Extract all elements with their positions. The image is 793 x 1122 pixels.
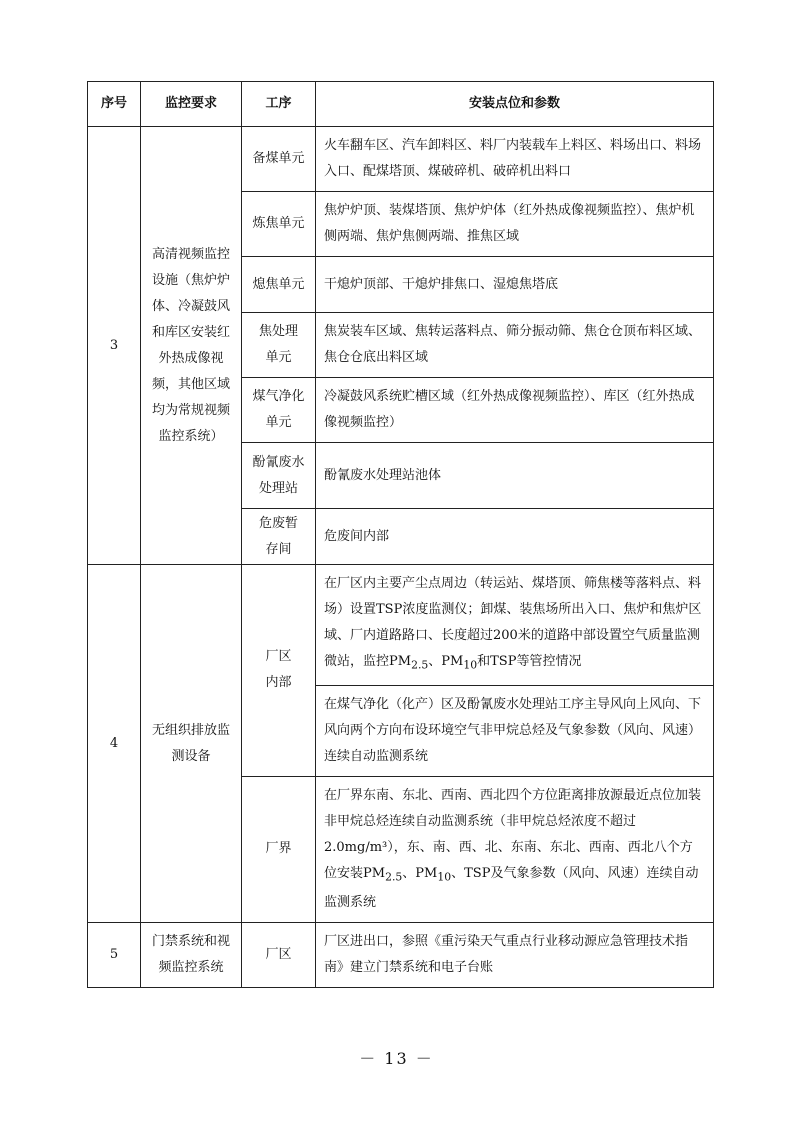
location-cell: 危废间内部	[316, 509, 714, 565]
row-number-4: 4	[88, 565, 141, 923]
location-cell	[316, 565, 714, 686]
header-no: 序号	[88, 82, 141, 127]
location-cell: 焦炉炉顶、装煤塔顶、焦炉炉体（红外热成像视频监控）、焦炉机侧两端、焦炉焦侧两端、推焦区域	[316, 192, 714, 257]
location-text-part: 在厂区内主要产尘点周边（转运站、煤塔顶、筛焦楼等落料点、料场）设置TSP浓度监测仪；卸煤、装焦场所出入口、焦炉和焦炉区域、厂内道路路口、长度超过200米的道路中部设置空气质量监测微站，监控$PM_{2.5}$、$PM_{10}$和TSP等管控情况	[324, 576, 702, 672]
header-location: 安装点位和参数	[316, 82, 714, 127]
process-cell: 熄焦单元	[242, 257, 316, 313]
requirement-5: 门禁系统和视频监控系统	[141, 923, 242, 988]
process-cell: 厂界	[242, 776, 316, 923]
process-cell: 煤气净化单元	[242, 378, 316, 443]
location-cell: 厂区进出口，参照《重污染天气重点行业移动源应急管理技术指南》建立门禁系统和电子台账	[316, 923, 714, 988]
location-cell: 在煤气净化（化产）区及酚氰废水处理站工序主导风向上风向、下风向两个方向布设环境空气非甲烷总烃及气象参数（风向、风速）连续自动监测系统	[316, 685, 714, 776]
location-cell: 酚氰废水处理站池体	[316, 443, 714, 509]
process-cell: 焦处理单元	[242, 313, 316, 378]
location-text-part: 在厂界东南、东北、西南、西北四个方位距离排放源最近点位加装非甲烷总烃连续自动监测系统（非甲烷总烃浓度不超过2.0mg/m³），东、南、西、北、东南、东北、西南、西北八个方位安装$PM_{2.5}$、$PM_{10}$、TSP及气象参数（风向、风速）连续自动监测系统	[324, 787, 702, 911]
monitoring-requirements-table	[87, 81, 714, 988]
process-cell: 危废暂存间	[242, 509, 316, 565]
table-row	[88, 923, 714, 988]
process-cell: 炼焦单元	[242, 192, 316, 257]
location-cell: 冷凝鼓风系统贮槽区域（红外热成像视频监控）、库区（红外热成像视频监控）	[316, 378, 714, 443]
table-row	[88, 127, 714, 192]
process-cell: 酚氰废水处理站	[242, 443, 316, 509]
requirement-4: 无组织排放监测设备	[141, 565, 242, 923]
location-cell: 干熄炉顶部、干熄炉排焦口、湿熄焦塔底	[316, 257, 714, 313]
header-requirement: 监控要求	[141, 82, 242, 127]
table-header-row	[88, 82, 714, 127]
row-number-5: 5	[88, 923, 141, 988]
location-cell: 火车翻车区、汽车卸料区、料厂内装载车上料区、料场出口、料场入口、配煤塔顶、煤破碎机、破碎机出料口	[316, 127, 714, 192]
location-cell: 焦炭装车区域、焦转运落料点、筛分振动筛、焦仓仓顶布料区域、焦仓仓底出料区域	[316, 313, 714, 378]
process-cell: 备煤单元	[242, 127, 316, 192]
header-process: 工序	[242, 82, 316, 127]
location-cell	[316, 776, 714, 923]
row-number-3: 3	[88, 127, 141, 565]
process-cell: 厂区	[242, 923, 316, 988]
requirement-3: 高清视频监控设施（焦炉炉体、冷凝鼓风和库区安装红外热成像视频，其他区域均为常规视频监控系统）	[141, 127, 242, 565]
process-cell: 厂区内部	[242, 565, 316, 777]
page-number: － 13 －	[359, 1049, 434, 1068]
table-row	[88, 565, 714, 686]
